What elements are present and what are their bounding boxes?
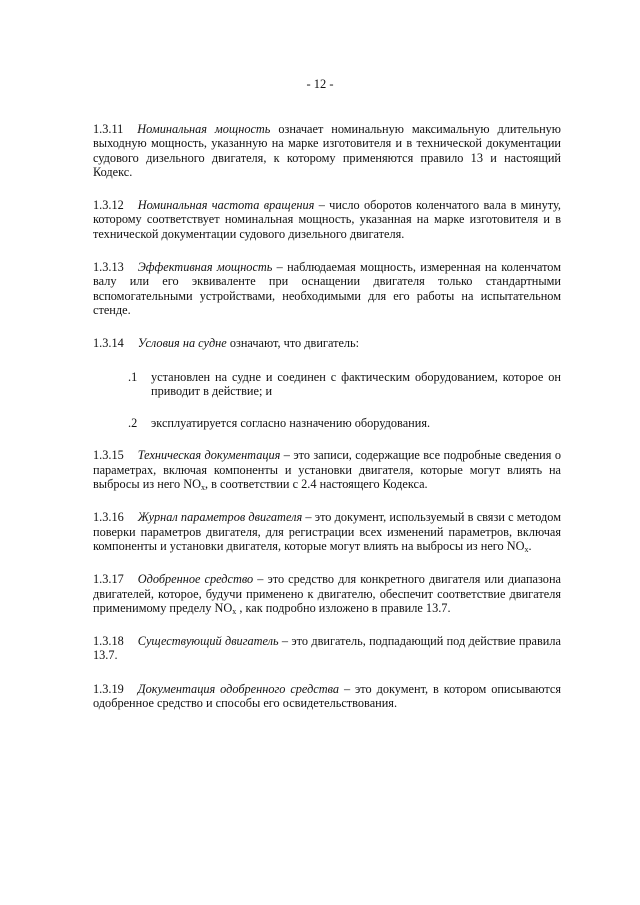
defined-term: Техническая документация xyxy=(137,448,281,463)
page-number: - 12 - xyxy=(306,77,334,91)
paragraph-1-3-11 xyxy=(93,122,561,179)
list-item-1 xyxy=(93,370,561,399)
definition-text: – это документ, используемый в связи с методом поверки параметров двигателя, для регистрации всех изменений параметров, включая компоненты и установки двигателя, которые могут влиять на выбросы из него NO xyxy=(93,510,562,553)
definition-text: – это средство для конкретного двигателя или диапазона двигателей, которое, будучи применено к двигателю, обеспечит соответствие двигателя применимому пределу NO xyxy=(93,572,561,615)
paragraph-1-3-14 xyxy=(93,336,561,350)
defined-term: Одобренное средство xyxy=(137,572,254,587)
definition-text: означает номинальную максимальную длительную выходную мощность, указанную на марке изготовителя и в технической документации судового дизельного двигателя, к которому применяются правило 13 и настоящий Кодекс. xyxy=(93,122,561,179)
paragraph-number: 1.3.12 xyxy=(93,198,124,213)
list-item-2 xyxy=(93,416,561,430)
defined-term: Документация одобренного средства xyxy=(137,681,340,696)
list-item-text: установлен на судне и соединен с фактическим оборудованием, которое он приводит в действие; и xyxy=(151,369,561,398)
defined-term: Существующий двигатель xyxy=(137,634,279,649)
paragraph-1-3-18 xyxy=(93,634,561,663)
definition-text-end: , в соответствии с 2.4 настоящего Кодекса. xyxy=(205,477,428,492)
paragraph-number: 1.3.16 xyxy=(93,510,124,525)
paragraph-1-3-19 xyxy=(93,682,561,711)
list-item-number: .1 xyxy=(128,369,138,384)
paragraph-1-3-13 xyxy=(93,260,561,317)
paragraph-1-3-15 xyxy=(93,448,561,491)
defined-term: Номинальная мощность xyxy=(137,122,271,136)
subscript-x: x xyxy=(232,606,237,616)
paragraph-1-3-16 xyxy=(93,510,561,553)
subscript-x: x xyxy=(201,483,205,493)
paragraph-number: 1.3.13 xyxy=(93,260,124,275)
definition-text: означают, что двигатель: xyxy=(226,336,360,351)
paragraph-number: 1.3.19 xyxy=(93,681,124,696)
paragraph-1-3-17 xyxy=(93,572,561,615)
paragraph-number: 1.3.14 xyxy=(93,336,124,351)
list-item-text: эксплуатируется согласно назначению оборудования. xyxy=(151,416,431,431)
definition-text: – это двигатель, подпадающий под действие правила 13.7. xyxy=(93,634,561,663)
defined-term: Номинальная частота вращения xyxy=(137,198,315,213)
definition-text: – это записи, содержащие все подробные сведения о параметрах, включая компоненты и установки двигателя, которые могут влиять на выбросы из него NO xyxy=(93,448,561,492)
page-body xyxy=(93,122,561,729)
defined-term: Условия на судне xyxy=(137,336,227,351)
paragraph-number: 1.3.17 xyxy=(93,572,124,587)
subscript-x: x xyxy=(524,544,529,554)
defined-term: Эффективная мощность xyxy=(137,260,273,275)
definition-text: – наблюдаемая мощность, измеренная на коленчатом валу или его эквиваленте при оснащении двигателя только стандартными вспомогательными устройствами, необходимыми для его работы на испытательном стенде. xyxy=(93,260,561,317)
paragraph-number: 1.3.18 xyxy=(93,634,124,649)
paragraph-1-3-12 xyxy=(93,198,561,241)
paragraph-number: 1.3.11 xyxy=(93,122,124,136)
definition-text-end: , как подробно изложено в правиле 13.7. xyxy=(236,600,451,615)
definition-text: – это документ, в котором описываются одобренное средство и способы его освидетельствования. xyxy=(93,681,561,711)
definition-text: – число оборотов коленчатого вала в минуту, которому соответствует номинальная мощность, указанная на марке изготовителя и в технической документации судового дизельного двигателя. xyxy=(93,198,561,241)
definition-text-end: . xyxy=(528,538,532,553)
paragraph-number: 1.3.15 xyxy=(93,448,124,463)
list-item-number: .2 xyxy=(128,416,138,431)
defined-term: Журнал параметров двигателя xyxy=(137,510,303,525)
